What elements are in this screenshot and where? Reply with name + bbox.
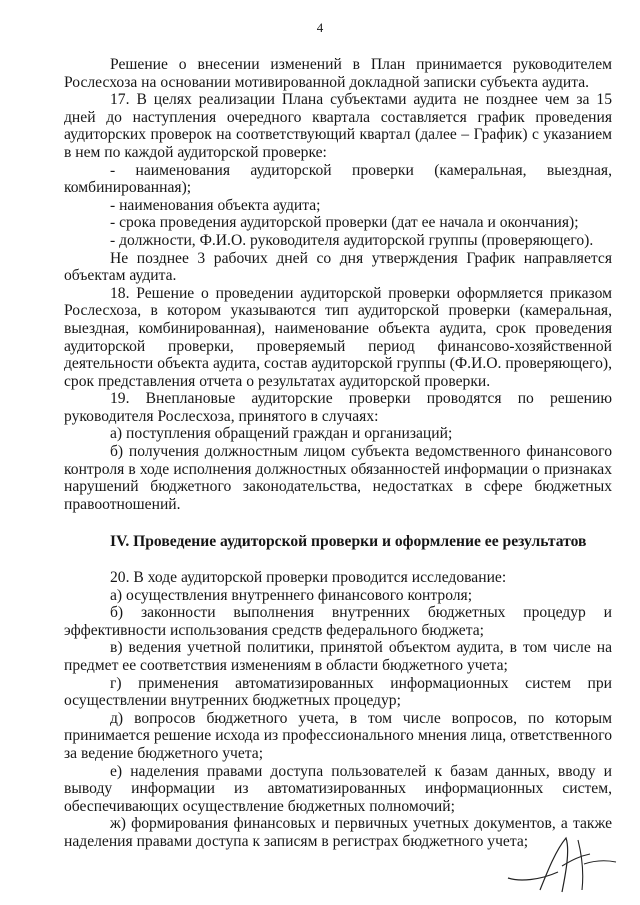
paragraph-18: 18. Решение о проведении аудиторской проверки оформляется приказом Рослесхоза, в котором указываются тип аудиторской проверки (камеральная, выездная, комбинированная), наименование объекта аудита, срок проведения аудиторской проверки, проверяемый период финансово-хозяйственной деятельности объекта аудита, состав аудиторской группы (Ф.И.О. проверяющего), срок представления отчета о результатах аудиторской проверки. <box>64 284 612 390</box>
list-item-20zh: ж) формирования финансовых и первичных учетных документов, а также наделения правами доступа к записям в регистрах бюджетного учета; <box>64 815 612 850</box>
list-item-20e: е) наделения правами доступа пользователей к базам данных, вводу и выводу информации из автоматизированных информационных систем, обеспечивающих осуществление бюджетных полномочий; <box>64 762 612 815</box>
document-body <box>64 56 612 851</box>
paragraph-schedule-send: Не позднее 3 рабочих дней со дня утверждения График направляется объектам аудита. <box>64 249 612 285</box>
list-item-audit-head: - должности, Ф.И.О. руководителя аудиторской группы (проверяющего). <box>110 231 594 249</box>
list-item-20a: а) осуществления внутреннего финансового контроля; <box>110 586 473 604</box>
list-item-19a: а) поступления обращений граждан и организаций; <box>110 425 453 443</box>
list-item-20d: д) вопросов бюджетного учета, в том числе вопросов, по которым принимается решение исхода из профессионального мнения лица, ответственного за ведение бюджетного учета; <box>64 709 612 762</box>
paragraph-19: 19. Внеплановые аудиторские проверки проводятся по решению руководителя Рослесхоза, принятого в случаях: <box>64 390 612 425</box>
list-item-audit-type: - наименования аудиторской проверки (камеральная, выездная, комбинированная); <box>64 161 612 197</box>
list-item-20v: в) ведения учетной политики, принятой объектом аудита, в том числе на предмет ее соответствия изменениям в области бюджетного учета; <box>64 639 612 674</box>
paragraph-20: 20. В ходе аудиторской проверки проводится исследование: <box>110 569 507 587</box>
list-item-audit-term: - срока проведения аудиторской проверки (дат ее начала и окончания); <box>110 214 579 232</box>
paragraph-plan-change: Решение о внесении изменений в План принимается руководителем Рослесхоза на основании мотивированной докладной записки субъекта аудита. <box>64 56 612 91</box>
handwritten-signature <box>500 820 620 900</box>
list-item-20b: б) законности выполнения внутренних бюджетных процедур и эффективности использования средств федерального бюджета; <box>64 604 612 639</box>
list-item-20g: г) применения автоматизированных информационных систем при осуществлении внутренних бюджетных процедур; <box>64 674 612 710</box>
list-item-19b: б) получения должностным лицом субъекта ведомственного финансового контроля в ходе исполнения должностных обязанностей информации о признаках нарушений бюджетного законодательства, недостатках в сфере бюджетных правоотношений. <box>64 443 612 513</box>
page-number: 4 <box>316 20 324 35</box>
section-heading: IV. Проведение аудиторской проверки и оформление ее результатов <box>110 533 587 551</box>
paragraph-17: 17. В целях реализации Плана субъектами аудита не позднее чем за 15 дней до наступления очередного квартала составляется график проведения аудиторских проверок на соответствующий квартал (далее – График) с указанием в нем по каждой аудиторской проверке: <box>64 91 612 161</box>
list-item-audit-object: - наименования объекта аудита; <box>110 196 321 214</box>
